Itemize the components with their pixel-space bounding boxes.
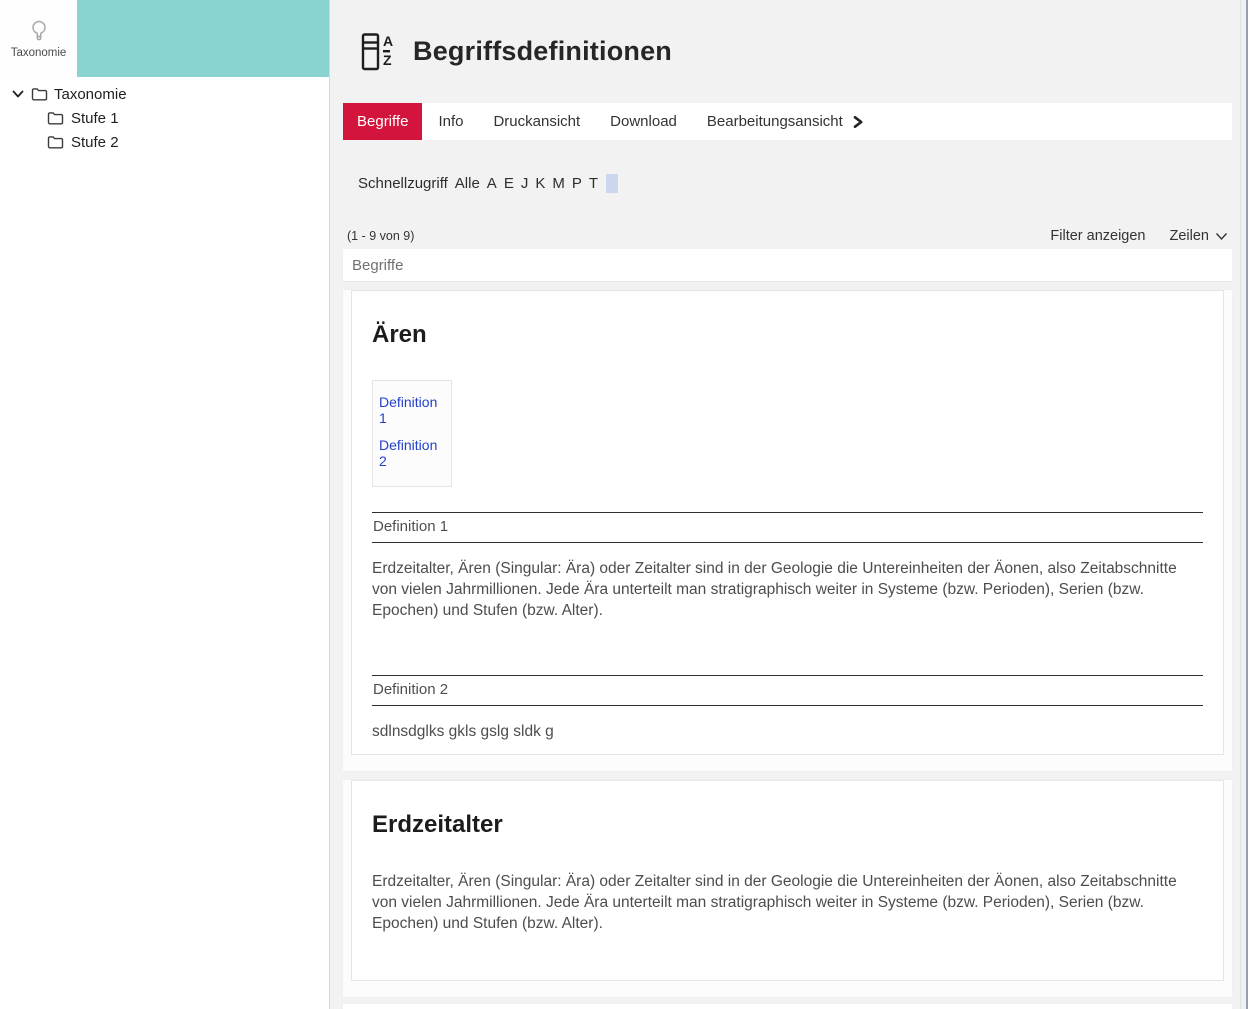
term-card bbox=[351, 290, 1224, 755]
folder-icon bbox=[47, 111, 64, 125]
column-header-label: Begriffe bbox=[352, 256, 404, 274]
term-row-aeren bbox=[343, 290, 1232, 771]
sidebar-header bbox=[0, 0, 329, 77]
taxonomy-tree bbox=[0, 77, 329, 154]
show-filter-label: Filter anzeigen bbox=[1050, 228, 1146, 244]
quick-access-letter-m[interactable]: M bbox=[552, 174, 565, 192]
sidebar-teal-block bbox=[77, 0, 329, 77]
quick-access-letter-j[interactable]: J bbox=[520, 174, 529, 192]
quick-access-label: Schnellzugriff bbox=[358, 174, 448, 192]
quick-access-letter-k[interactable]: K bbox=[535, 174, 546, 192]
definition-section-2 bbox=[372, 675, 1203, 742]
svg-text:Z: Z bbox=[383, 51, 392, 68]
folder-icon bbox=[31, 87, 48, 101]
tab-bearbeitungsansicht[interactable] bbox=[693, 103, 878, 140]
column-header-begriffe bbox=[343, 249, 1232, 281]
sidebar-tab-label: Taxonomie bbox=[10, 46, 67, 59]
tree-node-taxonomie[interactable] bbox=[0, 82, 329, 106]
selection-highlight bbox=[606, 174, 618, 193]
vertical-scrollbar[interactable] bbox=[1240, 0, 1248, 1009]
definition-text: Erdzeitalter, Ären (Singular: Ära) oder Zeitalter sind in der Geologie die Untereinheiten der Äonen, also Zeitabschnitte von vielen Jahrmillionen. Jede Ära unterteilt man stratigraphisch weiter in Systeme (bzw. Perioden), Serien (bzw. Epochen) und Stufen (bzw. Alter). bbox=[372, 560, 1177, 619]
term-title: Erdzeitalter bbox=[372, 811, 503, 838]
definition-text: sdlnsdglks gkls gslg sldk g bbox=[372, 723, 554, 740]
glossary-az-icon bbox=[360, 31, 398, 73]
main-content bbox=[330, 0, 1248, 1009]
quick-access-letter-p[interactable]: P bbox=[571, 174, 582, 192]
chevron-down-icon[interactable] bbox=[11, 87, 25, 101]
definition-1-link[interactable]: Definition 1 bbox=[379, 394, 438, 426]
tab-label: Bearbeitungsansicht bbox=[706, 113, 843, 130]
rows-label: Zeilen bbox=[1169, 228, 1209, 244]
quick-access-bar bbox=[343, 173, 1232, 193]
definition-section-label: Definition 2 bbox=[372, 675, 1203, 706]
definition-section-label: Definition 1 bbox=[372, 512, 1203, 543]
tab-download[interactable] bbox=[596, 103, 691, 140]
tree-node-label: Stufe 2 bbox=[71, 133, 119, 151]
page-title: Begriffsdefinitionen bbox=[413, 36, 672, 66]
result-count: (1 - 9 von 9) bbox=[347, 229, 415, 243]
folder-icon bbox=[47, 135, 64, 149]
tree-node-label: Taxonomie bbox=[54, 85, 127, 103]
tab-label: Begriffe bbox=[357, 113, 409, 130]
quick-access-letter-a[interactable]: A bbox=[486, 174, 497, 192]
term-row-partial bbox=[343, 1004, 1232, 1009]
tab-label: Druckansicht bbox=[493, 113, 581, 130]
tab-label: Download bbox=[610, 113, 677, 130]
definition-text: Erdzeitalter, Ären (Singular: Ära) oder Zeitalter sind in der Geologie die Untereinheiten der Äonen, also Zeitabschnitte von vielen Jahrmillionen. Jede Ära unterteilt man stratigraphisch weiter in Systeme (bzw. Perioden), Serien (bzw. Epochen) und Stufen (bzw. Alter). bbox=[372, 873, 1177, 932]
tab-bar bbox=[343, 103, 1232, 140]
quick-access-alle[interactable]: Alle bbox=[454, 174, 480, 192]
sidebar bbox=[0, 0, 330, 1009]
definition-2-link[interactable]: Definition 2 bbox=[379, 437, 438, 469]
tab-info[interactable] bbox=[424, 103, 477, 140]
tree-node-stufe-1[interactable] bbox=[0, 106, 329, 130]
tab-begriffe[interactable] bbox=[343, 103, 422, 140]
tree-node-label: Stufe 1 bbox=[71, 109, 119, 127]
page-header bbox=[343, 0, 1232, 103]
tab-druckansicht[interactable] bbox=[479, 103, 594, 140]
show-filter-link[interactable] bbox=[1050, 228, 1145, 244]
chevron-down-icon bbox=[1215, 232, 1228, 241]
list-meta-row bbox=[343, 228, 1232, 244]
definition-links-box bbox=[372, 380, 452, 487]
rows-dropdown[interactable] bbox=[1170, 228, 1229, 244]
sidebar-tab-taxonomie[interactable] bbox=[0, 0, 77, 77]
quick-access-letter-e[interactable]: E bbox=[503, 174, 514, 192]
definition-section-1 bbox=[372, 512, 1203, 621]
term-row-erdzeitalter bbox=[343, 780, 1232, 997]
term-title: Ären bbox=[372, 321, 427, 348]
taxonomy-tree-icon bbox=[26, 19, 52, 43]
term-card bbox=[351, 780, 1224, 981]
tree-node-stufe-2[interactable] bbox=[0, 130, 329, 154]
svg-text:A: A bbox=[383, 32, 394, 49]
quick-access-letter-t[interactable]: T bbox=[588, 174, 599, 192]
tab-label: Info bbox=[438, 113, 464, 130]
chevron-right-icon bbox=[852, 115, 864, 129]
